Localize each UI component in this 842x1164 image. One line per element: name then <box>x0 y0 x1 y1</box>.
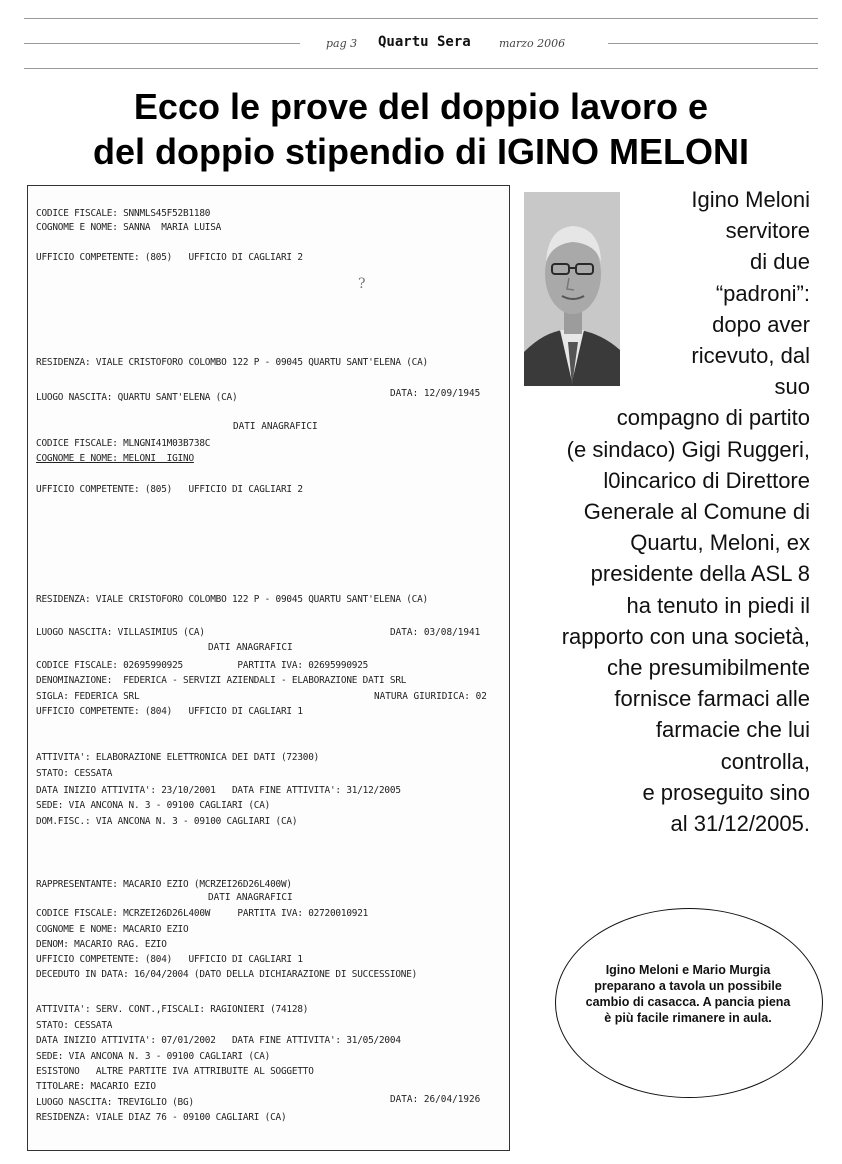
doc-line: CODICE FISCALE: MCRZEI26D26L400W PARTITA IVA: 02720010921 <box>36 908 369 919</box>
doc-line: STATO: CESSATA <box>36 1020 113 1031</box>
article-line: fornisce farmaci alle <box>614 686 810 712</box>
article-line: ricevuto, dal <box>691 343 810 369</box>
header-rule-left <box>24 43 300 44</box>
doc-line: STATO: CESSATA <box>36 768 113 779</box>
scanned-tax-document <box>27 185 510 1151</box>
article-line: suo <box>774 374 810 400</box>
doc-line: ESISTONO ALTRE PARTITE IVA ATTRIBUITE AL SOGGETTO <box>36 1066 314 1077</box>
article-line: Generale al Comune di <box>583 499 810 525</box>
article-line: al 31/12/2005. <box>670 811 810 837</box>
doc-line: RESIDENZA: VIALE CRISTOFORO COLOMBO 122 P - 09045 QUARTU SANT'ELENA (CA) <box>36 357 428 368</box>
article-line: controlla, <box>720 748 810 774</box>
caption-line: Igino Meloni e Mario Murgia <box>605 963 771 977</box>
doc-line: RAPPRESENTANTE: MACARIO EZIO (MCRZEI26D26L400W) <box>36 879 292 890</box>
doc-line: COGNOME E NOME: MELONI IGINO <box>36 453 194 464</box>
top-rule <box>24 18 818 19</box>
article-line: di due <box>750 249 810 275</box>
article-line: Igino Meloni <box>691 187 810 212</box>
article-line: presidente della ASL 8 <box>590 561 810 587</box>
headline <box>0 84 842 174</box>
doc-line: TITOLARE: MACARIO EZIO <box>36 1081 156 1092</box>
doc-line: RESIDENZA: VIALE CRISTOFORO COLOMBO 122 P - 09045 QUARTU SANT'ELENA (CA) <box>36 594 428 605</box>
article-line: farmacie che lui <box>655 717 810 743</box>
article-line: compagno di partito <box>616 405 810 431</box>
headline-line-2: del doppio stipendio di IGINO MELONI <box>93 131 749 172</box>
caption-line: è più facile rimanere in aula. <box>604 1011 772 1025</box>
handwritten-mark: ? <box>358 276 366 292</box>
doc-line: UFFICIO COMPETENTE: (804) UFFICIO DI CAGLIARI 1 <box>36 706 303 717</box>
doc-legal-form: NATURA GIURIDICA: 02 <box>374 691 487 702</box>
doc-line: DATA INIZIO ATTIVITA': 23/10/2001 DATA FINE ATTIVITA': 31/12/2005 <box>36 785 401 796</box>
article-line: l0incarico di Direttore <box>603 467 810 493</box>
doc-line: SEDE: VIA ANCONA N. 3 - 09100 CAGLIARI (CA) <box>36 1051 271 1062</box>
article-text <box>510 184 810 839</box>
doc-line: SIGLA: FEDERICA SRL <box>36 691 140 702</box>
caption-text <box>570 962 806 1026</box>
doc-line: DENOMINAZIONE: FEDERICA - SERVIZI AZIENDALI - ELABORAZIONE DATI SRL <box>36 675 407 686</box>
doc-date: DATA: 03/08/1941 <box>390 627 481 638</box>
page-number: pag 3 <box>326 37 358 50</box>
doc-section-heading: DATI ANAGRAFICI <box>233 421 318 432</box>
header-bottom-rule <box>24 68 818 69</box>
article-line: Quartu, Meloni, ex <box>630 530 810 556</box>
doc-section-heading: DATI ANAGRAFICI <box>208 892 293 903</box>
header-rule-right <box>608 43 818 44</box>
issue-date: marzo 2006 <box>499 37 566 50</box>
caption-line: cambio di casacca. A pancia piena <box>585 995 791 1009</box>
doc-date: DATA: 12/09/1945 <box>390 388 481 399</box>
doc-date: DATA: 26/04/1926 <box>390 1094 481 1105</box>
article-line: ha tenuto in piedi il <box>626 592 810 618</box>
masthead: Quartu Sera <box>378 34 471 50</box>
doc-line: DATA INIZIO ATTIVITA': 07/01/2002 DATA FINE ATTIVITA': 31/05/2004 <box>36 1035 401 1046</box>
article-line: che presumibilmente <box>607 655 810 681</box>
doc-section-heading: DATI ANAGRAFICI <box>208 642 293 653</box>
doc-line: DENOM: MACARIO RAG. EZIO <box>36 939 167 950</box>
doc-line: COGNOME E NOME: SANNA MARIA LUISA <box>36 222 222 233</box>
article-line: (e sindaco) Gigi Ruggeri, <box>566 436 810 462</box>
caption-line: preparano a tavola un possibile <box>594 979 782 993</box>
doc-line: CODICE FISCALE: SNNMLS45F52B1180 <box>36 208 211 219</box>
doc-line: RESIDENZA: VIALE DIAZ 76 - 09100 CAGLIARI (CA) <box>36 1112 287 1123</box>
doc-line: ATTIVITA': ELABORAZIONE ELETTRONICA DEI DATI (72300) <box>36 752 320 763</box>
doc-line: ATTIVITA': SERV. CONT.,FISCALI: RAGIONIERI (74128) <box>36 1004 309 1015</box>
doc-line: SEDE: VIA ANCONA N. 3 - 09100 CAGLIARI (CA) <box>36 800 271 811</box>
doc-line: DOM.FISC.: VIA ANCONA N. 3 - 09100 CAGLIARI (CA) <box>36 816 298 827</box>
article-line: dopo aver <box>712 311 810 337</box>
doc-line: LUOGO NASCITA: QUARTU SANT'ELENA (CA) <box>36 392 238 403</box>
doc-line: CODICE FISCALE: 02695990925 PARTITA IVA: 02695990925 <box>36 660 369 671</box>
doc-line: UFFICIO COMPETENTE: (805) UFFICIO DI CAGLIARI 2 <box>36 484 303 495</box>
headline-line-1: Ecco le prove del doppio lavoro e <box>133 86 709 127</box>
article-line: rapporto con una società, <box>561 623 810 649</box>
doc-line: COGNOME E NOME: MACARIO EZIO <box>36 924 189 935</box>
doc-line: DECEDUTO IN DATA: 16/04/2004 (DATO DELLA DICHIARAZIONE DI SUCCESSIONE) <box>36 969 418 980</box>
doc-line: UFFICIO COMPETENTE: (804) UFFICIO DI CAGLIARI 1 <box>36 954 303 965</box>
article-line: “padroni”: <box>715 280 810 306</box>
doc-line: LUOGO NASCITA: TREVIGLIO (BG) <box>36 1097 194 1108</box>
article-line: servitore <box>725 218 810 244</box>
doc-line: CODICE FISCALE: MLNGNI41M03B738C <box>36 438 211 449</box>
doc-line: LUOGO NASCITA: VILLASIMIUS (CA) <box>36 627 205 638</box>
article-line: e proseguito sino <box>642 779 810 805</box>
doc-line: UFFICIO COMPETENTE: (805) UFFICIO DI CAGLIARI 2 <box>36 252 303 263</box>
